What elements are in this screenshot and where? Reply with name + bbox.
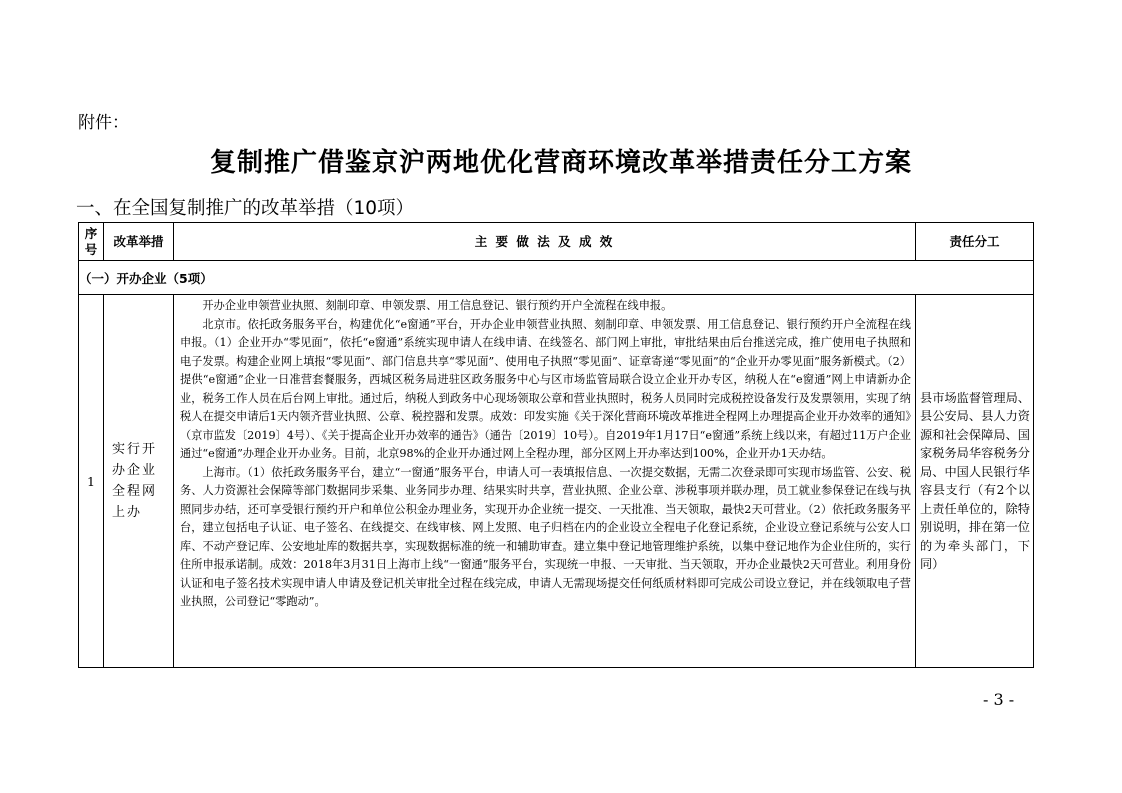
- practice-paragraph-overview: 开办企业申领营业执照、刻制印章、申领发票、用工信息登记、银行预约开户全流程在线申报。: [202, 299, 673, 312]
- table-row: [79, 295, 1034, 668]
- table-header-row: [79, 223, 1034, 261]
- row-practice: [174, 295, 916, 668]
- row-seq: 1: [79, 295, 104, 668]
- attachment-label: 附件：: [78, 113, 129, 133]
- practice-paragraph-shanghai: 上海市。（1）依托政务服务平台，建立“一窗通”服务平台，申请人可一表填报信息、一次提交数据，无需二次登录即可实现市场监管、公安、税务、人力资源社会保障等部门数据同步采集、业务同步办理、结果实时共享，营业执照、企业公章、涉税事项并联办理，员工就业参保登记在线与执照同步办结，还可享受银行预约开户和单位公积金办理业务，实现开办企业统一提交、一天批准、当天领取，最快2天可营业。（2）依托政务服务平台，建立包括电子认证、电子签名、在线提交、在线审核、网上发照、电子归档在内的企业设立全程电子化登记系统，企业设立登记系统与公安人口库、不动产登记库、公安地址库的数据共享，实现数据标准的统一和辅助审查。建立集中登记地管理维护系统，以集中登记地作为企业住所的，实行住所申报承诺制。成效：2018年3月31日上海市上线“一窗通”服务平台，实现统一申报、一天审批、当天领取，开办企业最快2天可营业。利用身份认证和电子签名技术实现申请人申请及登记机关审批全过程在线完成，申请人无需现场提交任何纸质材料即可完成公司设立登记，并在线领取电子营业执照，公司登记“零跑动”。: [180, 465, 911, 608]
- subsection-title: （一）开办企业（5项）: [79, 261, 1034, 295]
- row-responsibility: 县市场监督管理局、县公安局、县人力资源和社会保障局、国家税务局华容税务分局、中国人民银行华容县支行（有2个以上责任单位的，除特别说明，排在第一位的为牵头部门，下同）: [916, 295, 1034, 668]
- page-number: - 3 -: [983, 690, 1015, 709]
- row-measure: 实行开办企业全程网上办: [104, 295, 174, 668]
- section-heading: 一、在全国复制推广的改革举措（10项）: [76, 198, 415, 219]
- subsection-row: [79, 261, 1034, 295]
- document-title: 复制推广借鉴京沪两地优化营商环境改革举措责任分工方案: [209, 148, 912, 178]
- header-responsibility: 责任分工: [916, 223, 1034, 261]
- header-measure: 改革举措: [104, 223, 174, 261]
- measures-table: [78, 222, 1034, 668]
- header-seq: 序号: [79, 223, 104, 261]
- practice-paragraph-beijing: 北京市。依托政务服务平台，构建优化“e窗通”平台，开办企业申领营业执照、刻制印章、申领发票、用工信息登记、银行预约开户全流程在线申报。（1）企业开办“零见面”，依托“e窗通”系统实现申请人在线申请、在线签名、部门网上审批，审批结果由后台推送完成，推广使用电子执照和电子发票。构建企业网上填报“零见面”、部门信息共享“零见面”、使用电子执照“零见面”、证章寄递“零见面”的“企业开办零见面”服务新模式。（2）提供“e窗通”企业一日准营套餐服务，西城区税务局进驻区政务服务中心与区市场监管局联合设立企业开办专区，纳税人在“e窗通”网上申请新办企业，税务工作人员在后台网上审批。通过后，纳税人到政务中心现场领取公章和营业执照时，税务人员同时完成税控设备发行及发票领用，实现了纳税人在提交申请后1天内领齐营业执照、公章、税控器和发票。成效：印发实施《关于深化营商环境改革推进全程网上办理提高企业开办效率的通知》（京市监发〔2019〕4号）、《关于提高企业开办效率的通告》（通告〔2019〕10号）。自2019年1月17日“e窗通”系统上线以来，有超过11万户企业通过“e窗通”办理企业开办业务。目前，北京98%的企业开办通过网上全程办理，部分区网上开办率达到100%，企业开办1天办结。: [180, 317, 911, 460]
- header-practice: 主 要 做 法 及 成 效: [174, 223, 916, 261]
